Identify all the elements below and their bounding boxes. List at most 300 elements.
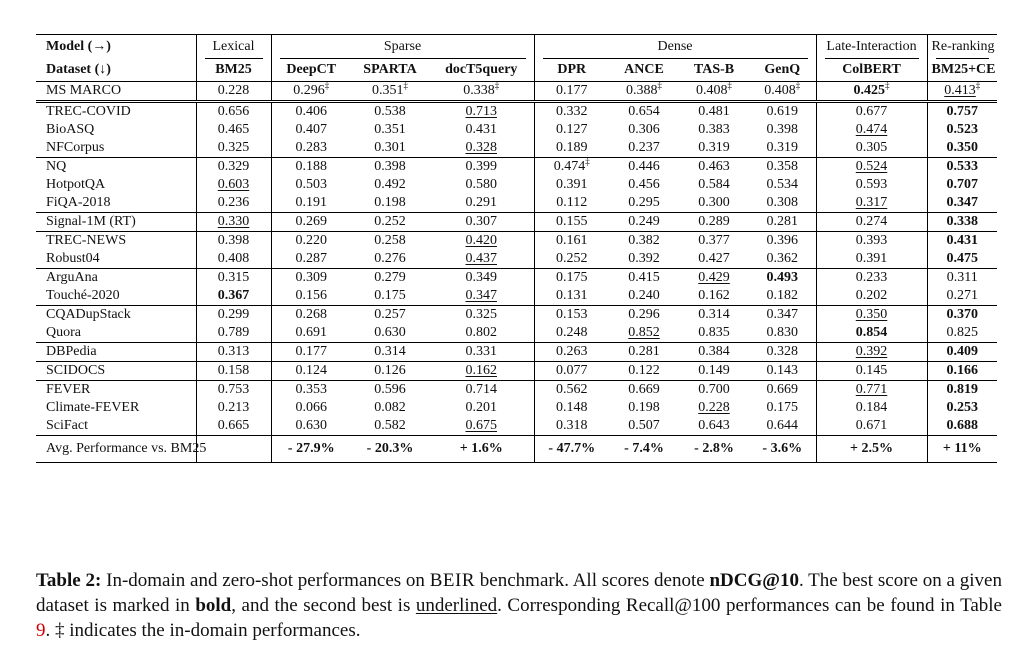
score-value: 0.409 [946, 344, 979, 359]
score-value: 0.158 [217, 363, 250, 378]
model-name: ANCE [624, 62, 664, 77]
score-value: 0.328 [465, 140, 497, 155]
score-cell [679, 121, 749, 139]
score-cell [196, 269, 271, 288]
score-cell [351, 399, 429, 417]
score-cell [679, 139, 749, 158]
score-value: 0.307 [465, 214, 497, 229]
score-value: 0.408 [696, 83, 728, 98]
score-cell [351, 269, 429, 288]
score-cell [351, 287, 429, 306]
score-value: 0.353 [295, 382, 327, 397]
score-cell [609, 417, 679, 436]
score-cell [609, 102, 679, 122]
score-cell [429, 102, 534, 122]
table-row [36, 82, 997, 102]
score-cell [196, 102, 271, 122]
score-cell [534, 139, 609, 158]
score-cell [534, 213, 609, 232]
score-value: 0.619 [766, 104, 799, 119]
score-cell [534, 121, 609, 139]
score-cell [271, 102, 351, 122]
dataset-name: NQ [36, 158, 196, 177]
score-value: 0.240 [628, 288, 660, 303]
score-cell [609, 287, 679, 306]
score-value: 0.332 [556, 104, 588, 119]
table-row [36, 250, 997, 269]
score-value: 0.398 [766, 122, 799, 137]
score-cell [196, 213, 271, 232]
score-cell [609, 176, 679, 194]
score-value: 0.189 [556, 140, 588, 155]
score-value: 0.406 [295, 104, 327, 119]
score-cell [351, 343, 429, 362]
score-cell [429, 121, 534, 139]
avg-cell [534, 436, 609, 463]
score-value: 0.382 [628, 233, 660, 248]
score-value: 0.377 [698, 233, 730, 248]
in-domain-marker: ‡ [403, 80, 408, 91]
table-row [36, 381, 997, 400]
score-cell [679, 343, 749, 362]
score-value: 0.182 [766, 288, 799, 303]
table-row [36, 343, 997, 362]
score-value: 0.082 [374, 400, 406, 415]
score-value: 0.714 [465, 382, 497, 397]
score-cell [749, 269, 816, 288]
score-cell [271, 250, 351, 269]
score-value: 0.313 [217, 344, 250, 359]
score-value: 0.325 [465, 307, 497, 322]
score-value: 0.126 [374, 363, 406, 378]
dataset-name: FiQA-2018 [36, 194, 196, 213]
score-value: 0.279 [374, 270, 406, 285]
score-cell [351, 176, 429, 194]
table-caption [36, 568, 1002, 643]
score-value: 0.753 [217, 382, 250, 397]
score-value: 0.305 [855, 140, 888, 155]
score-value: 0.669 [628, 382, 660, 397]
score-cell [816, 381, 927, 400]
score-value: 0.281 [628, 344, 660, 359]
score-value: 0.691 [295, 325, 327, 340]
caption-text: , and the second best is [231, 595, 416, 616]
score-value: 0.112 [556, 195, 588, 210]
score-value: 0.124 [295, 363, 327, 378]
score-value: 0.281 [766, 214, 799, 229]
score-value: 0.771 [855, 382, 888, 397]
score-cell [271, 269, 351, 288]
score-cell [429, 324, 534, 343]
score-cell [609, 269, 679, 288]
score-value: 0.420 [465, 233, 497, 248]
score-value: 0.184 [855, 400, 888, 415]
score-cell [609, 82, 679, 102]
score-value: 0.350 [855, 307, 888, 322]
score-cell [749, 121, 816, 139]
score-value: 0.362 [766, 251, 799, 266]
score-value: 0.347 [766, 307, 799, 322]
score-cell [609, 250, 679, 269]
dataset-name: ArguAna [36, 269, 196, 288]
score-cell [351, 381, 429, 400]
score-cell [927, 232, 997, 251]
group-header: Lexical [196, 35, 271, 60]
score-cell [816, 343, 927, 362]
in-domain-marker: ‡ [975, 80, 981, 91]
score-value: 0.149 [698, 363, 730, 378]
score-value: 0.398 [217, 233, 250, 248]
score-cell [429, 82, 534, 102]
score-value: 0.252 [374, 214, 406, 229]
score-value: 0.228 [698, 400, 730, 415]
score-cell [534, 343, 609, 362]
in-domain-marker: ‡ [494, 80, 500, 91]
score-value: 0.319 [698, 140, 730, 155]
avg-cell [927, 436, 997, 463]
score-value: 0.175 [374, 288, 406, 303]
score-value: 0.665 [217, 418, 250, 433]
results-table-container [36, 34, 997, 463]
score-value: 0.143 [766, 363, 799, 378]
in-domain-marker: ‡ [324, 80, 330, 91]
score-cell [429, 306, 534, 325]
table-row [36, 287, 997, 306]
dataset-header: Dataset (↓) [36, 59, 196, 82]
score-cell [816, 82, 927, 102]
score-value: 0.388 [626, 83, 658, 98]
score-cell [679, 324, 749, 343]
score-cell [534, 287, 609, 306]
score-cell [196, 250, 271, 269]
score-value: 0.296 [628, 307, 660, 322]
score-cell [816, 213, 927, 232]
score-value: 0.329 [217, 159, 250, 174]
score-cell [679, 194, 749, 213]
score-cell [271, 213, 351, 232]
score-cell [429, 158, 534, 177]
score-value: 0.408 [764, 83, 796, 98]
model-name: BM25+CE [931, 62, 996, 77]
score-value: 0.276 [374, 251, 406, 266]
group-header: Dense [534, 35, 816, 60]
score-cell [927, 324, 997, 343]
score-value: 0.300 [698, 195, 730, 210]
score-value: + 11% [942, 441, 982, 456]
score-cell [679, 250, 749, 269]
score-cell [816, 306, 927, 325]
score-cell [534, 102, 609, 122]
score-value: 0.538 [374, 104, 406, 119]
score-value: 0.295 [628, 195, 660, 210]
score-value: 0.688 [946, 418, 979, 433]
score-value: 0.325 [217, 140, 250, 155]
score-cell [816, 121, 927, 139]
score-value: 0.819 [946, 382, 979, 397]
group-header: Late-Interaction [816, 35, 927, 60]
score-cell [679, 306, 749, 325]
score-cell [816, 194, 927, 213]
table-row [36, 158, 997, 177]
dataset-name: FEVER [36, 381, 196, 400]
in-domain-marker: ‡ [585, 156, 590, 167]
score-value: 0.269 [295, 214, 327, 229]
score-value: 0.175 [766, 400, 799, 415]
score-cell [679, 362, 749, 381]
score-value: 0.367 [217, 288, 250, 303]
score-cell [816, 139, 927, 158]
score-value: 0.396 [766, 233, 799, 248]
score-cell [609, 324, 679, 343]
score-value: 0.257 [374, 307, 406, 322]
score-value: 0.852 [628, 325, 660, 340]
score-cell [609, 306, 679, 325]
dataset-name: Quora [36, 324, 196, 343]
score-value: 0.177 [295, 344, 327, 359]
model-name: TAS-B [693, 62, 735, 77]
score-value: 0.427 [698, 251, 730, 266]
score-value: 0.384 [698, 344, 730, 359]
score-value: 0.161 [556, 233, 588, 248]
score-value: 0.289 [698, 214, 730, 229]
dataset-name: Touché-2020 [36, 287, 196, 306]
table-row [36, 213, 997, 232]
score-value: 0.350 [946, 140, 979, 155]
score-value: 0.481 [698, 104, 730, 119]
score-cell [196, 306, 271, 325]
score-value: 0.351 [372, 83, 404, 98]
score-cell [816, 269, 927, 288]
score-cell [429, 250, 534, 269]
score-cell [271, 176, 351, 194]
score-cell [927, 250, 997, 269]
score-value: 0.644 [766, 418, 799, 433]
score-value: 0.656 [217, 104, 250, 119]
score-value: 0.603 [217, 177, 250, 192]
score-value: 0.456 [628, 177, 660, 192]
score-cell [679, 399, 749, 417]
score-value: 0.534 [766, 177, 799, 192]
score-cell [927, 82, 997, 102]
score-value: 0.274 [855, 214, 888, 229]
score-cell [351, 139, 429, 158]
score-value: 0.311 [946, 270, 978, 285]
score-cell [927, 362, 997, 381]
score-cell [679, 82, 749, 102]
score-cell [534, 250, 609, 269]
score-value: - 7.4% [624, 441, 664, 456]
score-cell [534, 82, 609, 102]
dataset-name: BioASQ [36, 121, 196, 139]
score-cell [196, 343, 271, 362]
score-value: 0.391 [556, 177, 588, 192]
score-cell [749, 176, 816, 194]
score-cell [271, 287, 351, 306]
score-value: 0.191 [295, 195, 327, 210]
score-cell [271, 139, 351, 158]
table-row [36, 306, 997, 325]
dataset-name: Climate-FEVER [36, 399, 196, 417]
score-cell [927, 176, 997, 194]
score-cell [429, 139, 534, 158]
score-value: 0.789 [217, 325, 250, 340]
score-cell [927, 139, 997, 158]
score-value: 0.630 [374, 325, 406, 340]
score-cell [749, 417, 816, 436]
score-cell [534, 158, 609, 177]
score-cell [609, 194, 679, 213]
score-value: 0.166 [946, 363, 979, 378]
score-cell [749, 362, 816, 381]
score-value: 0.835 [698, 325, 730, 340]
score-cell [271, 417, 351, 436]
score-cell [749, 102, 816, 122]
score-cell [271, 362, 351, 381]
score-value: 0.318 [556, 418, 588, 433]
score-cell [271, 343, 351, 362]
score-cell [534, 362, 609, 381]
dataset-name: TREC-COVID [36, 102, 196, 122]
dataset-name: Robust04 [36, 250, 196, 269]
group-header: Sparse [271, 35, 534, 60]
score-value: 0.283 [295, 140, 327, 155]
score-value: 0.148 [556, 400, 588, 415]
score-cell [534, 194, 609, 213]
score-value: 0.338 [463, 83, 495, 98]
caption-text: . The best score on a given dataset is marked in [36, 570, 1002, 616]
score-value: 0.198 [628, 400, 660, 415]
score-cell [429, 269, 534, 288]
score-cell [534, 399, 609, 417]
score-cell [749, 139, 816, 158]
score-value: 0.188 [295, 159, 327, 174]
model-name: DPR [557, 62, 587, 77]
score-value: 0.408 [217, 251, 250, 266]
score-value: 0.582 [374, 418, 406, 433]
score-cell [351, 194, 429, 213]
score-value: 0.825 [946, 325, 979, 340]
score-value: 0.253 [946, 400, 979, 415]
score-cell [429, 381, 534, 400]
score-value: 0.392 [628, 251, 660, 266]
score-value: 0.127 [556, 122, 588, 137]
dataset-name: SCIDOCS [36, 362, 196, 381]
score-cell [679, 381, 749, 400]
caption-text: benchmark. All scores denote [475, 570, 710, 591]
score-value: 0.370 [946, 307, 979, 322]
score-cell [679, 417, 749, 436]
score-value: 0.296 [293, 83, 325, 98]
score-value: 0.237 [628, 140, 660, 155]
header-row-models [36, 59, 997, 82]
score-cell [927, 158, 997, 177]
score-value: 0.338 [946, 214, 979, 229]
avg-cell [816, 436, 927, 463]
score-cell [749, 194, 816, 213]
dataset-name: HotpotQA [36, 176, 196, 194]
score-cell [749, 158, 816, 177]
score-value: 0.156 [295, 288, 327, 303]
score-value: - 20.3% [366, 441, 414, 456]
score-value: 0.314 [374, 344, 406, 359]
score-value: 0.713 [465, 104, 497, 119]
score-cell [609, 343, 679, 362]
score-value: 0.854 [855, 325, 888, 340]
score-cell [196, 176, 271, 194]
score-cell [429, 287, 534, 306]
score-cell [196, 362, 271, 381]
score-value: 0.175 [556, 270, 588, 285]
score-cell [749, 324, 816, 343]
table-row [36, 121, 997, 139]
score-cell [196, 287, 271, 306]
score-value: 0.258 [374, 233, 406, 248]
model-name: GenQ [749, 59, 816, 82]
score-cell [679, 102, 749, 122]
avg-performance-row [36, 436, 997, 463]
score-cell [351, 213, 429, 232]
in-domain-marker: ‡ [657, 80, 663, 91]
avg-cell [271, 436, 351, 463]
score-cell [429, 343, 534, 362]
score-value: 0.383 [698, 122, 730, 137]
score-value: 0.413 [944, 83, 976, 98]
score-value: 0.503 [295, 177, 327, 192]
score-value: 0.654 [628, 104, 660, 119]
caption-table-ref-link[interactable]: 9 [36, 620, 46, 641]
score-cell [679, 232, 749, 251]
score-cell [609, 399, 679, 417]
avg-cell [749, 436, 816, 463]
score-value: 0.446 [628, 159, 660, 174]
model-name: BM25 [196, 59, 271, 82]
score-value: 0.315 [217, 270, 250, 285]
score-cell [679, 176, 749, 194]
score-value: 0.392 [855, 344, 888, 359]
score-cell [429, 176, 534, 194]
score-value: 0.707 [946, 177, 979, 192]
table-row [36, 139, 997, 158]
score-value: 0.474 [553, 159, 586, 174]
dataset-name: SciFact [36, 417, 196, 436]
score-value: 0.248 [556, 325, 588, 340]
caption-benchmark-name: BEIR [429, 570, 476, 591]
avg-cell [196, 436, 271, 463]
table-row [36, 176, 997, 194]
model-name: ColBERT [816, 59, 927, 82]
score-value: 0.596 [374, 382, 406, 397]
score-cell [196, 139, 271, 158]
score-value: + 1.6% [459, 441, 503, 456]
score-value: 0.677 [855, 104, 888, 119]
score-value: 0.358 [766, 159, 799, 174]
score-cell [271, 232, 351, 251]
score-value: 0.201 [465, 400, 497, 415]
score-cell [927, 194, 997, 213]
score-cell [351, 102, 429, 122]
caption-text: . ‡ indicates the in-domain performances. [45, 620, 361, 641]
dataset-name: NFCorpus [36, 139, 196, 158]
score-cell [196, 417, 271, 436]
avg-cell [429, 436, 534, 463]
score-value: 0.562 [556, 382, 588, 397]
score-cell [351, 250, 429, 269]
score-value: 0.399 [465, 159, 497, 174]
score-value: 0.475 [946, 251, 979, 266]
score-value: 0.391 [855, 251, 888, 266]
score-value: 0.507 [628, 418, 660, 433]
score-cell [749, 213, 816, 232]
